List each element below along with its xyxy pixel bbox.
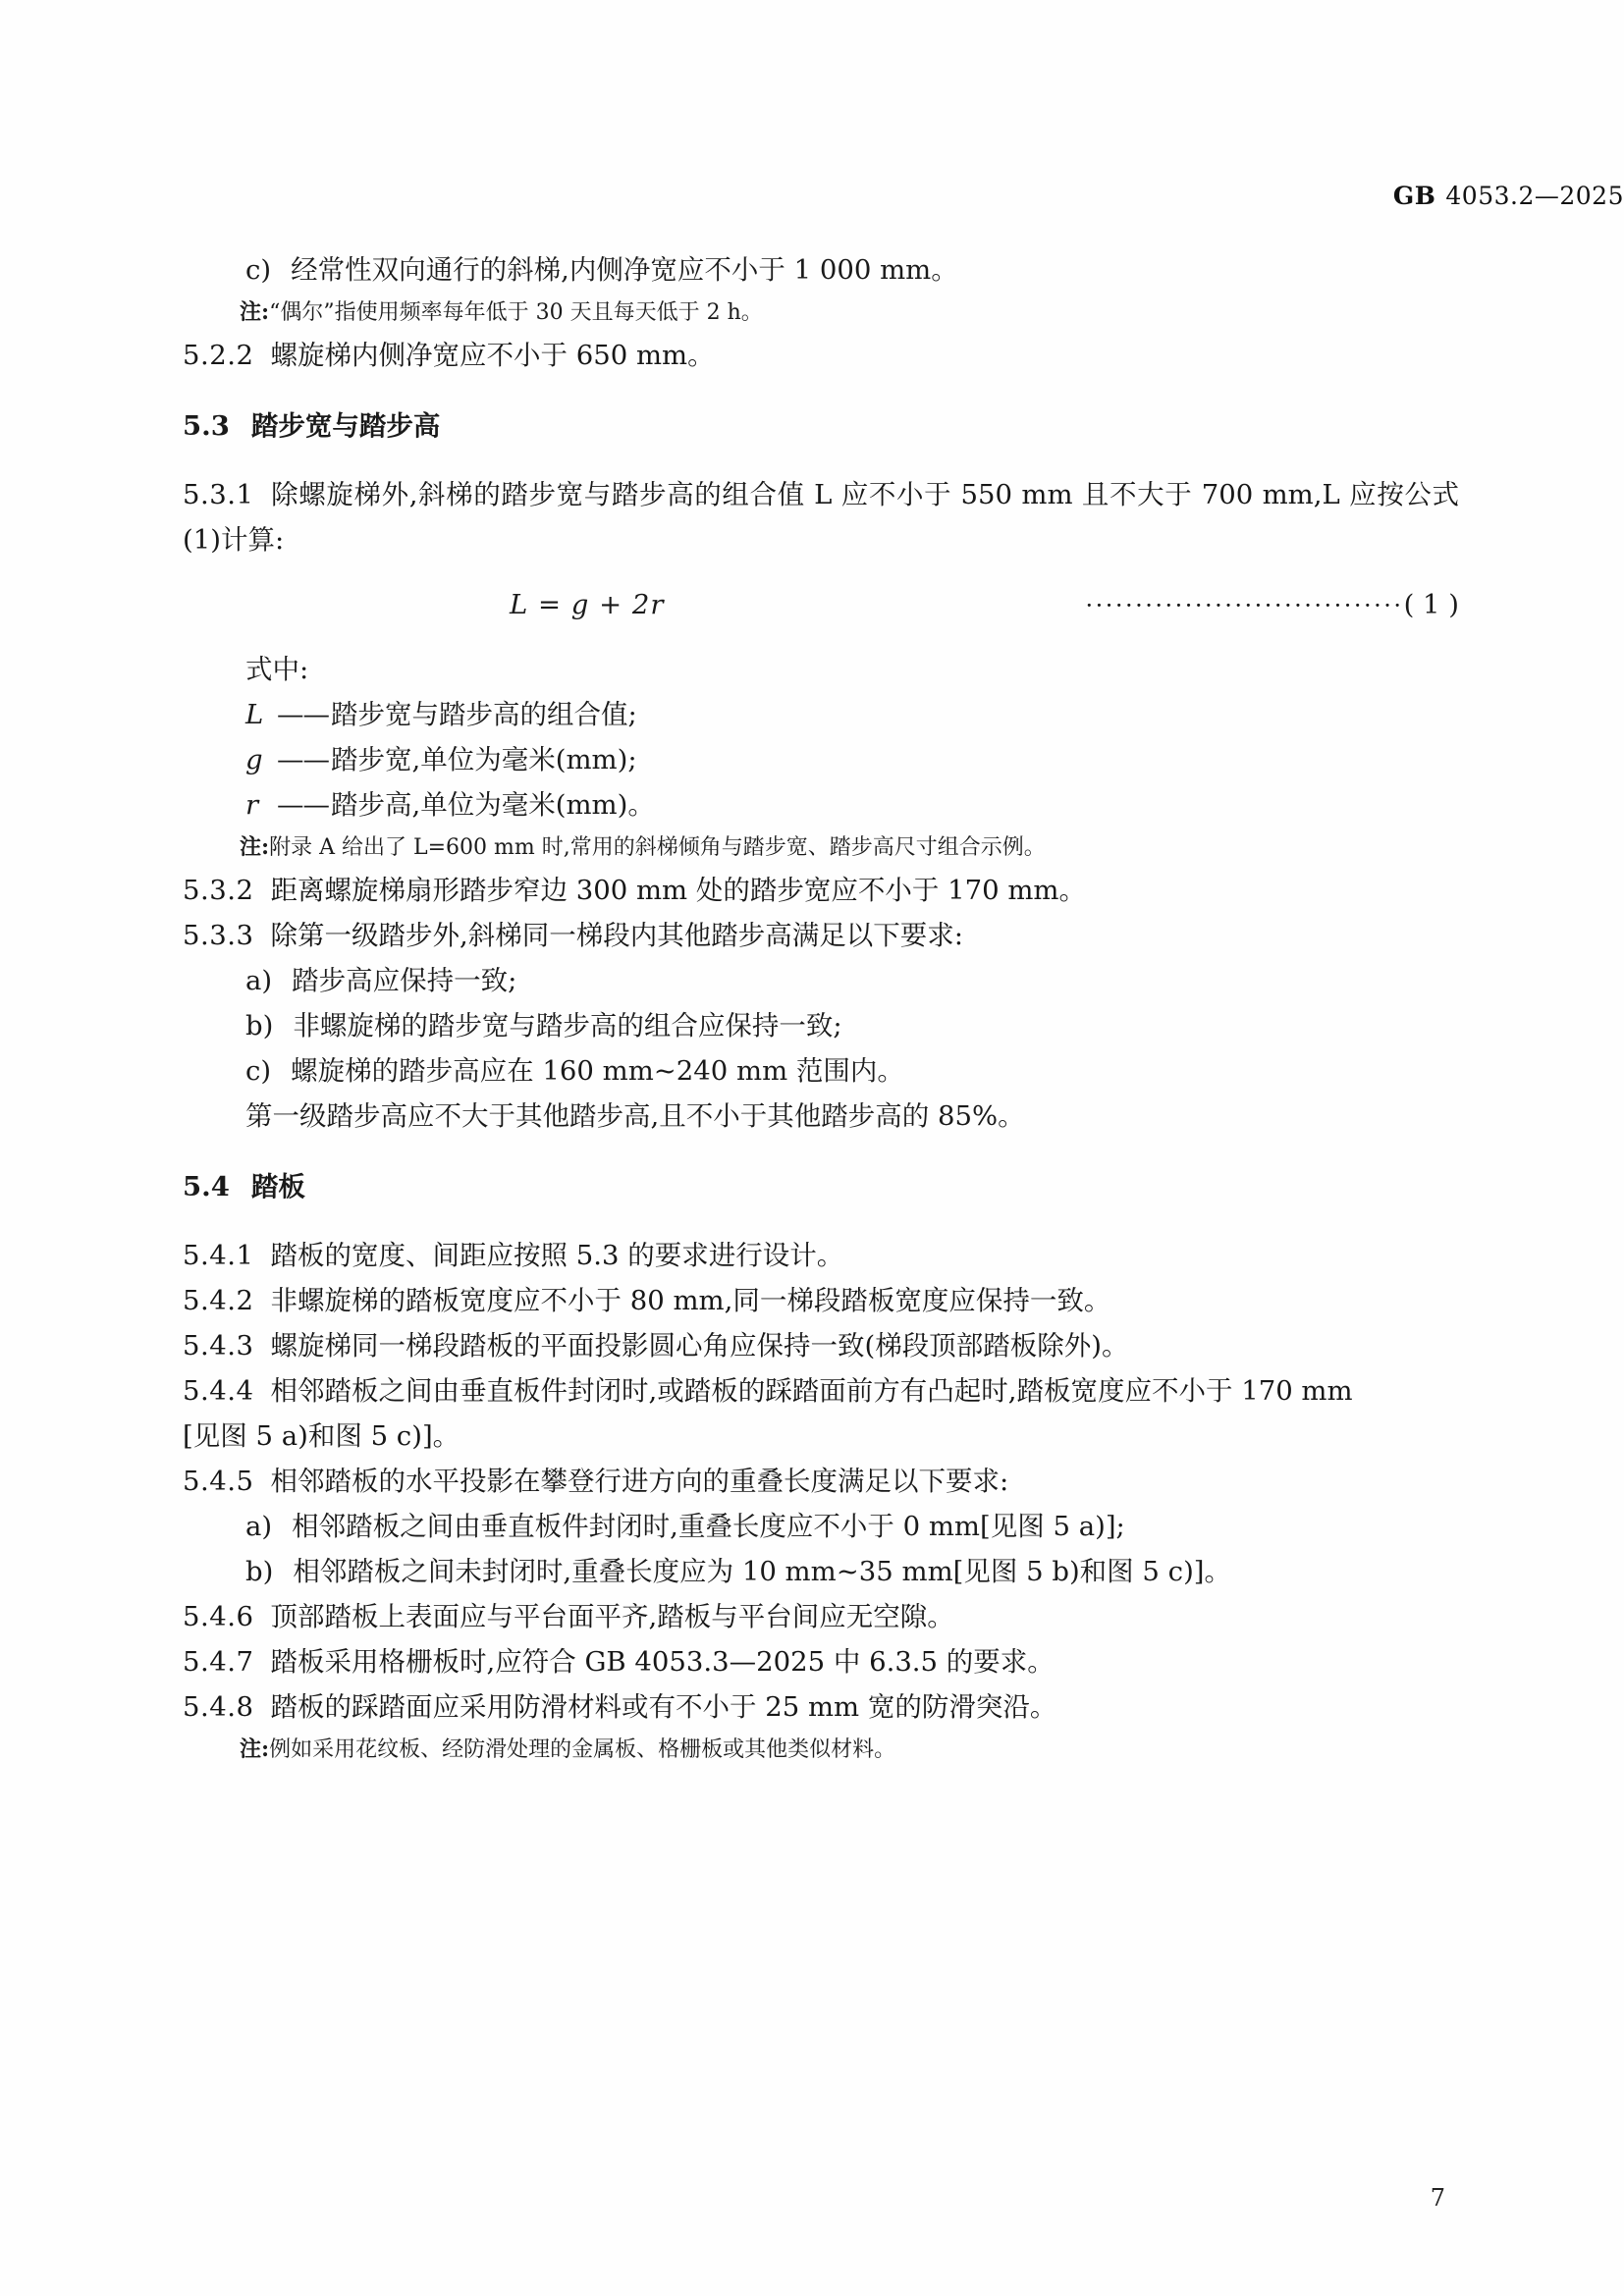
standard-number: 4053.2—2025 bbox=[1445, 182, 1624, 210]
note-text: 例如采用花纹板、经防滑处理的金属板、格栅板或其他类似材料。 bbox=[269, 1737, 896, 1762]
list-item bbox=[183, 1549, 1459, 1594]
running-header bbox=[0, 182, 1624, 210]
clause-number: 5.4.4 bbox=[183, 1375, 254, 1407]
clause-text: 踏板的宽度、间距应按照 5.3 的要求进行设计。 bbox=[270, 1240, 844, 1271]
standard-mark: GB bbox=[1392, 182, 1436, 210]
list-text: 相邻踏板之间由垂直板件封闭时,重叠长度应不小于 0 mm[见图 5 a)]; bbox=[292, 1511, 1125, 1542]
clause-5-3-3-tail: 第一级踏步高应不大于其他踏步高,且不小于其他踏步高的 85%。 bbox=[245, 1100, 1025, 1132]
section-title: 踏板 bbox=[250, 1171, 305, 1202]
list-item bbox=[183, 1048, 1459, 1094]
clause-number: 5.4.3 bbox=[183, 1330, 254, 1362]
clause-number: 5.3.2 bbox=[183, 875, 254, 906]
clause-text: 螺旋梯内侧净宽应不小于 650 mm。 bbox=[270, 340, 715, 371]
list-text: 经常性双向通行的斜梯,内侧净宽应不小于 1 000 mm。 bbox=[291, 254, 958, 286]
list-text: 相邻踏板之间未封闭时,重叠长度应为 10 mm~35 mm[见图 5 b)和图 5 c)]。 bbox=[293, 1556, 1232, 1587]
definition-text: 踏步宽与踏步高的组合值; bbox=[331, 699, 637, 730]
clause-5-2-2 bbox=[183, 333, 1459, 378]
clause-5-4-5 bbox=[183, 1459, 1459, 1504]
list-marker: a) bbox=[245, 965, 273, 996]
clause-5-4-4 bbox=[183, 1368, 1459, 1414]
formula-expression: L = g + 2r bbox=[510, 589, 665, 620]
clause-5-4-7 bbox=[183, 1639, 1459, 1684]
clause-text: 踏板的踩踏面应采用防滑材料或有不小于 25 mm 宽的防滑突沿。 bbox=[270, 1691, 1057, 1723]
section-title: 踏步宽与踏步高 bbox=[250, 410, 441, 442]
clause-5-4-2 bbox=[183, 1278, 1459, 1323]
note-paragraph bbox=[183, 293, 1459, 333]
clause-number: 5.4.7 bbox=[183, 1646, 254, 1678]
clause-text: 螺旋梯同一梯段踏板的平面投影圆心角应保持一致(梯段顶部踏板除外)。 bbox=[270, 1330, 1129, 1362]
note-paragraph bbox=[183, 1730, 1459, 1770]
clause-5-3-1 bbox=[183, 472, 1459, 562]
clause-number: 5.4.8 bbox=[183, 1691, 254, 1723]
clause-number: 5.3.1 bbox=[183, 479, 254, 510]
section-number: 5.4 bbox=[183, 1171, 230, 1202]
list-text: 踏步高应保持一致; bbox=[292, 965, 517, 996]
clause-text: 距离螺旋梯扇形踏步窄边 300 mm 处的踏步宽应不小于 170 mm。 bbox=[270, 875, 1086, 906]
clause-text: 除第一级踏步外,斜梯同一梯段内其他踏步高满足以下要求: bbox=[270, 920, 963, 951]
note-text: 附录 A 给出了 L=600 mm 时,常用的斜梯倾角与踏步宽、踏步高尺寸组合示例。 bbox=[269, 835, 1046, 860]
clause-text: 踏板采用格栅板时,应符合 GB 4053.3—2025 中 6.3.5 的要求。 bbox=[270, 1646, 1055, 1678]
definition-dash: —— bbox=[277, 789, 329, 821]
definition-symbol: r bbox=[245, 789, 259, 821]
where-label: 式中: bbox=[245, 654, 309, 685]
list-text: 非螺旋梯的踏步宽与踏步高的组合应保持一致; bbox=[293, 1010, 842, 1041]
list-item bbox=[183, 1003, 1459, 1048]
section-heading-5-3 bbox=[183, 403, 1459, 449]
clause-number: 5.4.1 bbox=[183, 1240, 254, 1271]
clause-text: 除螺旋梯外,斜梯的踏步宽与踏步高的组合值 L 应不小于 550 mm 且不大于 700 mm,L 应按公式(1)计算: bbox=[183, 479, 1459, 556]
definition-text: 踏步高,单位为毫米(mm)。 bbox=[331, 789, 655, 821]
clause-text: 非螺旋梯的踏板宽度应不小于 80 mm,同一梯段踏板宽度应保持一致。 bbox=[270, 1285, 1111, 1316]
list-marker: a) bbox=[245, 1511, 273, 1542]
clause-text: 顶部踏板上表面应与平台面平齐,踏板与平台间应无空隙。 bbox=[270, 1601, 954, 1632]
list-marker: b) bbox=[245, 1556, 274, 1587]
note-label: 注: bbox=[240, 1736, 270, 1762]
clause-number: 5.4.6 bbox=[183, 1601, 254, 1632]
definition-text: 踏步宽,单位为毫米(mm); bbox=[331, 744, 637, 775]
definition-item bbox=[183, 782, 1459, 828]
definition-item bbox=[183, 737, 1459, 782]
clause-number: 5.3.3 bbox=[183, 920, 254, 951]
list-item bbox=[183, 1504, 1459, 1549]
clause-5-4-3 bbox=[183, 1323, 1459, 1368]
note-paragraph bbox=[183, 828, 1459, 868]
formula-number: ( 1 ) bbox=[1403, 589, 1459, 620]
formula-tag bbox=[1085, 574, 1459, 636]
clause-5-4-4-continuation: [见图 5 a)和图 5 c)]。 bbox=[183, 1420, 460, 1452]
clause-5-3-3 bbox=[183, 913, 1459, 958]
definition-item bbox=[183, 692, 1459, 737]
list-text: 螺旋梯的踏步高应在 160 mm~240 mm 范围内。 bbox=[291, 1055, 904, 1087]
list-marker: c) bbox=[245, 1055, 272, 1087]
definition-symbol: g bbox=[245, 744, 263, 775]
section-number: 5.3 bbox=[183, 410, 230, 442]
clause-5-4-1 bbox=[183, 1233, 1459, 1278]
page-body bbox=[183, 247, 1459, 1770]
clause-5-4-8 bbox=[183, 1684, 1459, 1730]
clause-5-4-6 bbox=[183, 1594, 1459, 1639]
note-label: 注: bbox=[240, 834, 270, 860]
clause-text: 相邻踏板的水平投影在攀登行进方向的重叠长度满足以下要求: bbox=[270, 1466, 1009, 1497]
clause-number: 5.4.5 bbox=[183, 1466, 254, 1497]
section-heading-5-4 bbox=[183, 1164, 1459, 1209]
list-marker: b) bbox=[245, 1010, 274, 1041]
clause-5-3-2 bbox=[183, 868, 1459, 913]
dot-leader: ································ bbox=[1085, 592, 1404, 619]
page-number: 7 bbox=[1430, 2184, 1445, 2212]
list-item bbox=[183, 958, 1459, 1003]
list-marker: c) bbox=[245, 254, 272, 286]
definition-dash: —— bbox=[277, 699, 329, 730]
note-text: “偶尔”指使用频率每年低于 30 天且每天低于 2 h。 bbox=[269, 300, 763, 325]
note-label: 注: bbox=[240, 299, 270, 325]
clause-number: 5.4.2 bbox=[183, 1285, 254, 1316]
clause-number: 5.2.2 bbox=[183, 340, 254, 371]
list-item bbox=[183, 247, 1459, 293]
clause-text: 相邻踏板之间由垂直板件封闭时,或踏板的踩踏面前方有凸起时,踏板宽度应不小于 170 mm bbox=[270, 1375, 1353, 1407]
definition-symbol: L bbox=[245, 699, 264, 730]
formula-row bbox=[183, 574, 1459, 635]
definition-dash: —— bbox=[277, 744, 329, 775]
